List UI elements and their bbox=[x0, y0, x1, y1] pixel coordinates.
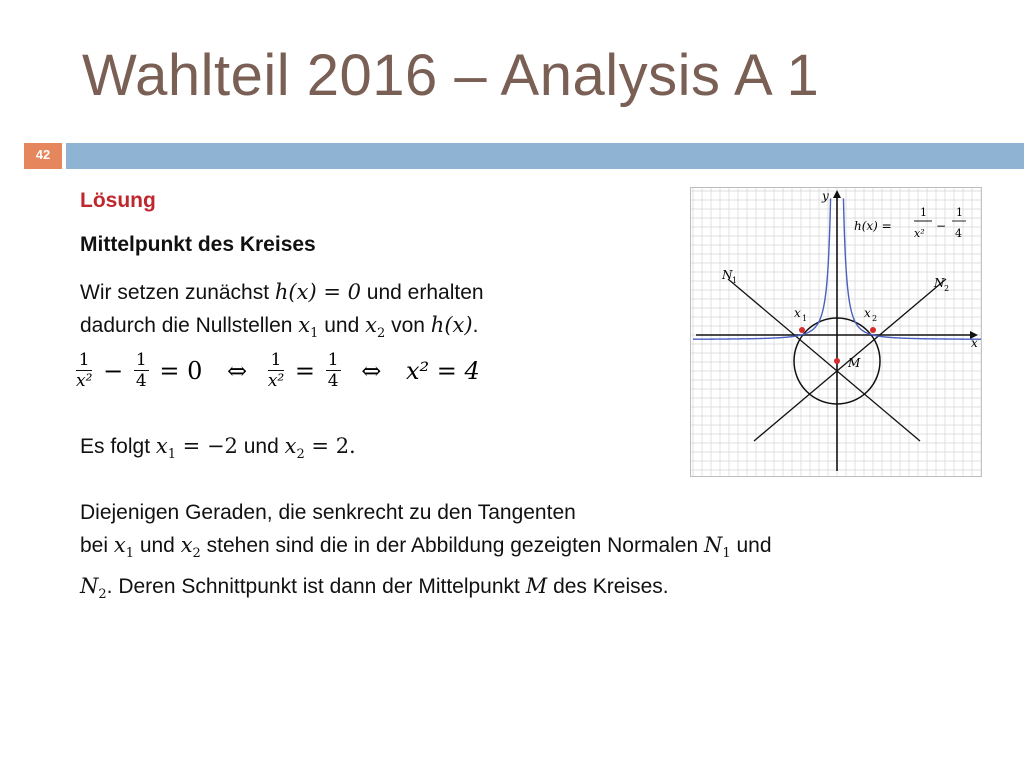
slide-number: 42 bbox=[24, 143, 62, 169]
header-bar bbox=[66, 143, 1024, 169]
fraction-1-over-x2: $\frac{1}{\text{x²}}$ bbox=[76, 350, 93, 391]
label-x1: x bbox=[794, 306, 801, 320]
fraction-1-over-4: $\frac{1}{4}$ bbox=[135, 350, 147, 391]
section-heading: Mittelpunkt des Kreises bbox=[80, 233, 316, 256]
function-lhs: h(x) = bbox=[854, 219, 892, 233]
normals-paragraph: Diejenigen Geraden, die senkrecht zu den Tangenten bei $x_1$ und $x_2$ stehen sind die in der Abbildung gezeigten Normalen $N_1$ und $N_2$. Deren Schnittpunkt ist dann der Mittelpunkt M des Kreises. bbox=[80, 501, 772, 603]
function-frac2-den: 4 bbox=[955, 227, 962, 240]
label-n2: N bbox=[934, 276, 945, 290]
point-x1 bbox=[799, 327, 805, 333]
label-x1-sub: 1 bbox=[802, 314, 808, 323]
intro-line-1: Wir setzen zunächst h(x) = 0 und erhalten bbox=[80, 280, 484, 304]
slide-title: Wahlteil 2016 – Analysis A 1 bbox=[82, 43, 820, 108]
function-frac2-num: 1 bbox=[956, 206, 963, 219]
label-n2-sub: 2 bbox=[944, 284, 950, 293]
function-graph bbox=[690, 187, 982, 477]
fraction-1-over-4-b: $\frac{1}{4}$ bbox=[327, 350, 339, 391]
fraction-1-over-x2-b: $\frac{1}{\text{x²}}$ bbox=[267, 350, 285, 391]
function-frac1-den: x² bbox=[914, 227, 925, 240]
intro-line-2: dadurch die Nullstellen $x_1$ und $x_2$ von h(x). bbox=[80, 313, 479, 342]
axis-label-x: x bbox=[971, 336, 978, 350]
label-n1-sub: 1 bbox=[732, 276, 738, 285]
label-n1: N bbox=[722, 268, 733, 282]
follows-line: Es folgt $x_1 = -2$ und $x_2 = 2$. bbox=[80, 434, 356, 463]
equation-line: $\frac{1}{\text{x²}}$ − $\frac{1}{4}$ = 0 ⇔ $\frac{1}{\text{x²}}$ = $\frac{1}{4}$ ⇔ x² = 4 bbox=[76, 350, 480, 391]
intro-paragraph bbox=[80, 276, 484, 350]
function-minus: − bbox=[936, 219, 947, 233]
solution-heading: Lösung bbox=[80, 189, 156, 212]
axis-label-y: y bbox=[822, 189, 829, 203]
label-x2: x bbox=[864, 306, 871, 320]
point-x2 bbox=[870, 327, 876, 333]
point-m bbox=[834, 358, 840, 364]
label-x2-sub: 2 bbox=[872, 314, 878, 323]
function-frac1-num: 1 bbox=[920, 206, 927, 219]
label-m: M bbox=[848, 356, 861, 370]
